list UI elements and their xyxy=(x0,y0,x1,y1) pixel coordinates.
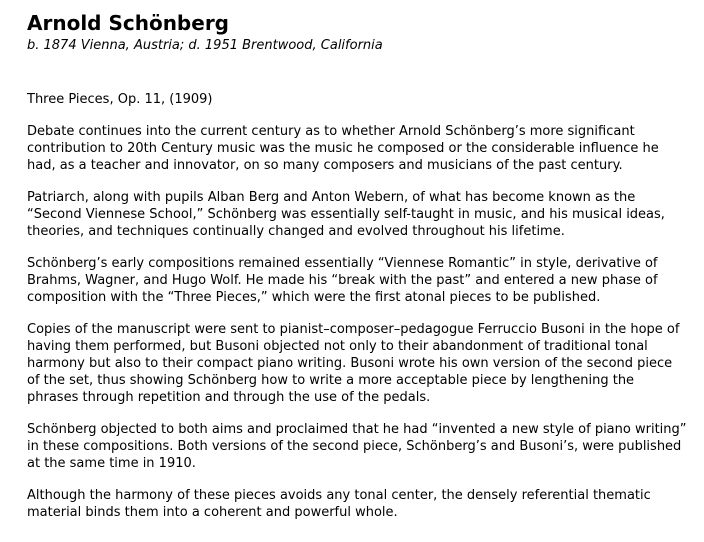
work-title: Three Pieces, Op. 11, (1909) xyxy=(27,92,213,107)
article-paragraph: Schönberg objected to both aims and proclaimed that he had “invented a new style of piano writing” in these compositions. Both versions of the second piece, Schönberg’s and Busoni’s, were published at the same time in 1910. xyxy=(27,422,687,471)
article-paragraph: Although the harmony of these pieces avoids any tonal center, the densely referential thematic material binds them into a coherent and powerful whole. xyxy=(27,488,651,520)
article-paragraph: Copies of the manuscript were sent to pianist–composer–pedagogue Ferruccio Busoni in the hope of having them performed, but Busoni objected not only to their abandonment of traditional tonal harmony but also to their compact piano writing. Busoni wrote his own version of the second piece of the set, thus showing Schönberg how to write a more acceptable piece by lengthening the phrases through repetition and through the use of the pedals. xyxy=(27,322,680,405)
article-paragraph: Debate continues into the current century as to whether Arnold Schönberg’s more significant contribution to 20th Century music was the music he composed or the considerable influence he had, as a teacher and innovator, on so many composers and musicians of the past century. xyxy=(27,124,659,173)
article-paragraph: Patriarch, along with pupils Alban Berg and Anton Webern, of what has become known as the “Second Viennese School,” Schönberg was essentially self-taught in music, and his musical ideas, theories, and techniques continually changed and evolved throughout his lifetime. xyxy=(27,190,665,239)
composer-life-dates: b. 1874 Vienna, Austria; d. 1951 Brentwood, California xyxy=(27,38,383,53)
article-paragraph: Schönberg’s early compositions remained essentially “Viennese Romantic” in style, derivative of Brahms, Wagner, and Hugo Wolf. He made his “break with the past” and entered a new phase of composition with the “Three Pieces,” which were the first atonal pieces to be published. xyxy=(27,256,658,305)
composer-name-heading: Arnold Schönberg xyxy=(27,11,229,35)
